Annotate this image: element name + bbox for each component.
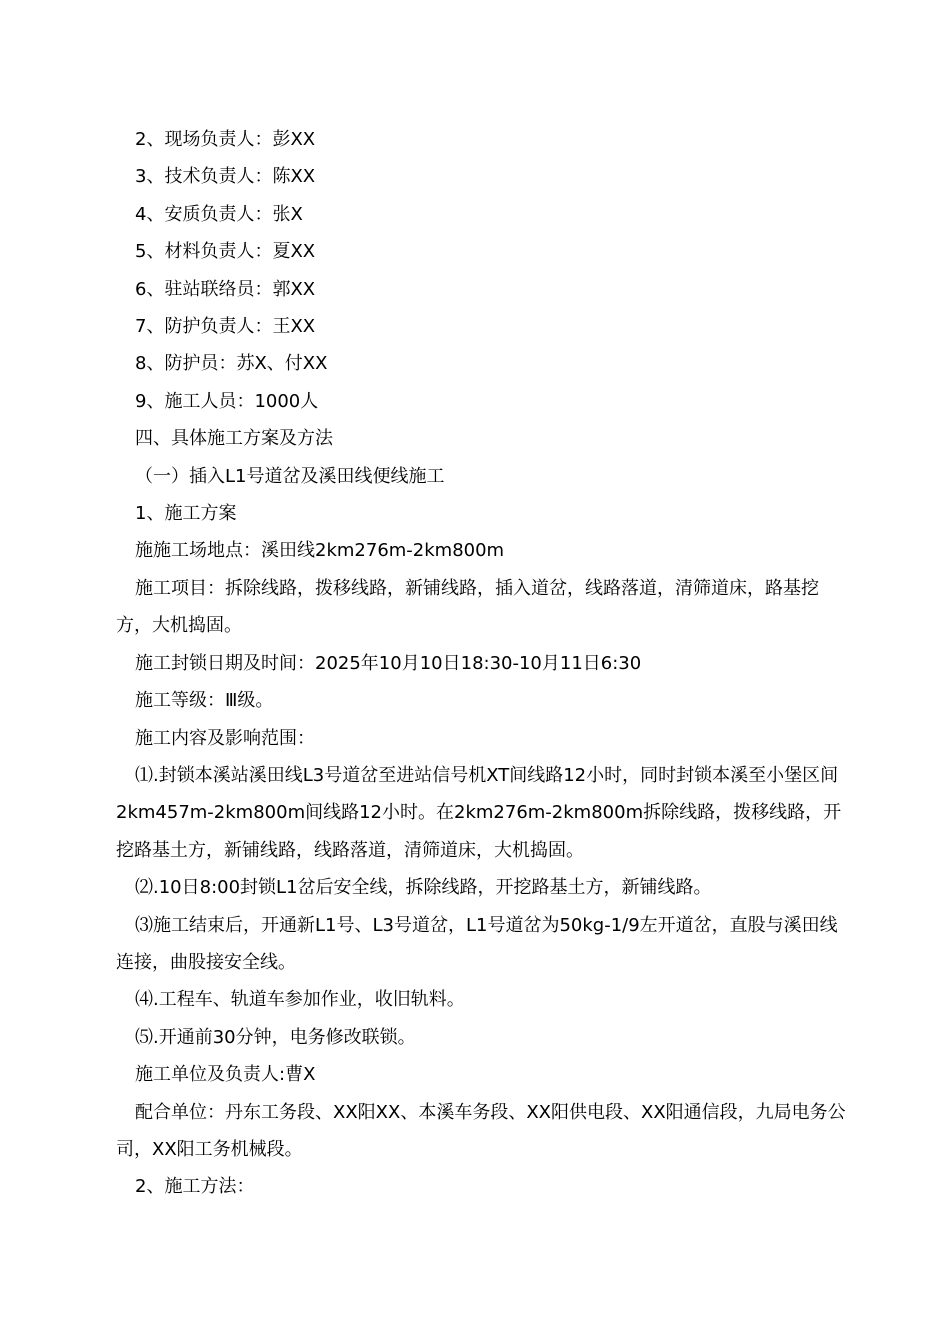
paragraph-protection-staff: 8、防护员：苏X、付XX — [135, 353, 328, 375]
paragraph-station-liaison: 6、驻站联络员：郭XX — [135, 278, 316, 300]
paragraph-construction-level: 施工等级：Ⅲ级。 — [135, 690, 274, 712]
paragraph-construction-unit: 施工单位及负责人:曹X — [135, 1064, 316, 1086]
paragraph-scope-item-3: ⑶施工结束后，开通新L1号、L3号道岔，L1号道岔为50kg-1/9左开道岔，直股与溪田线连接，曲股接安全线。 — [116, 914, 838, 973]
paragraph-scope-item-4: ⑷.工程车、轨道车参加作业，收旧轨料。 — [135, 989, 465, 1011]
paragraph-closure-time: 施工封锁日期及时间：2025年10月10日18:30-10月11日6:30 — [135, 652, 642, 674]
paragraph-construction-staff: 9、施工人员：1000人 — [135, 390, 319, 412]
paragraph-materials-manager: 5、材料负责人：夏XX — [135, 241, 316, 263]
paragraph-scope-item-2: ⑵.10日8:00封锁L1岔后安全线，拆除线路，开挖路基土方，新铺线路。 — [135, 877, 712, 899]
paragraph-site-manager: 2、现场负责人：彭XX — [135, 129, 316, 150]
subsection-heading-1: （一）插入L1号道岔及溪田线便线施工 — [135, 465, 445, 487]
paragraph-scope-item-1: ⑴.封锁本溪站溪田线L3号道岔至进站信号机XT间线路12小时，同时封锁本溪至小堡区间2km457m-2km800m间线路12小时。在2km276m-2km800m拆除线路，拨移线路，开挖路基土方，新铺线路，线路落道，清筛道床，大机捣固。 — [116, 764, 842, 861]
paragraph-cooperating-units: 配合单位：丹东工务段、XX阳XX、本溪车务段、XX阳供电段、XX阳通信段，九局电务公司，XX阳工务机械段。 — [116, 1101, 846, 1160]
paragraph-construction-items: 施工项目：拆除线路，拨移线路，新铺线路，插入道岔，线路落道，清筛道床，路基挖方，大机捣固。 — [116, 577, 819, 637]
paragraph-scope-item-5: ⑸.开通前30分钟，电务修改联锁。 — [135, 1026, 416, 1048]
document-body — [116, 121, 846, 1206]
section-heading-4: 四、具体施工方案及方法 — [135, 428, 333, 450]
item-heading-construction-plan: 1、施工方案 — [135, 503, 237, 525]
paragraph-technical-manager: 3、技术负责人：陈XX — [135, 166, 316, 188]
paragraph-safety-manager: 4、安质负责人：张X — [135, 203, 303, 225]
paragraph-protection-manager: 7、防护负责人：王XX — [135, 316, 316, 338]
paragraph-site-location: 施施工场地点：溪田线2km276m-2km800m — [135, 540, 505, 562]
item-heading-construction-method: 2、施工方法： — [135, 1176, 255, 1198]
paragraph-scope-heading: 施工内容及影响范围： — [135, 727, 315, 749]
